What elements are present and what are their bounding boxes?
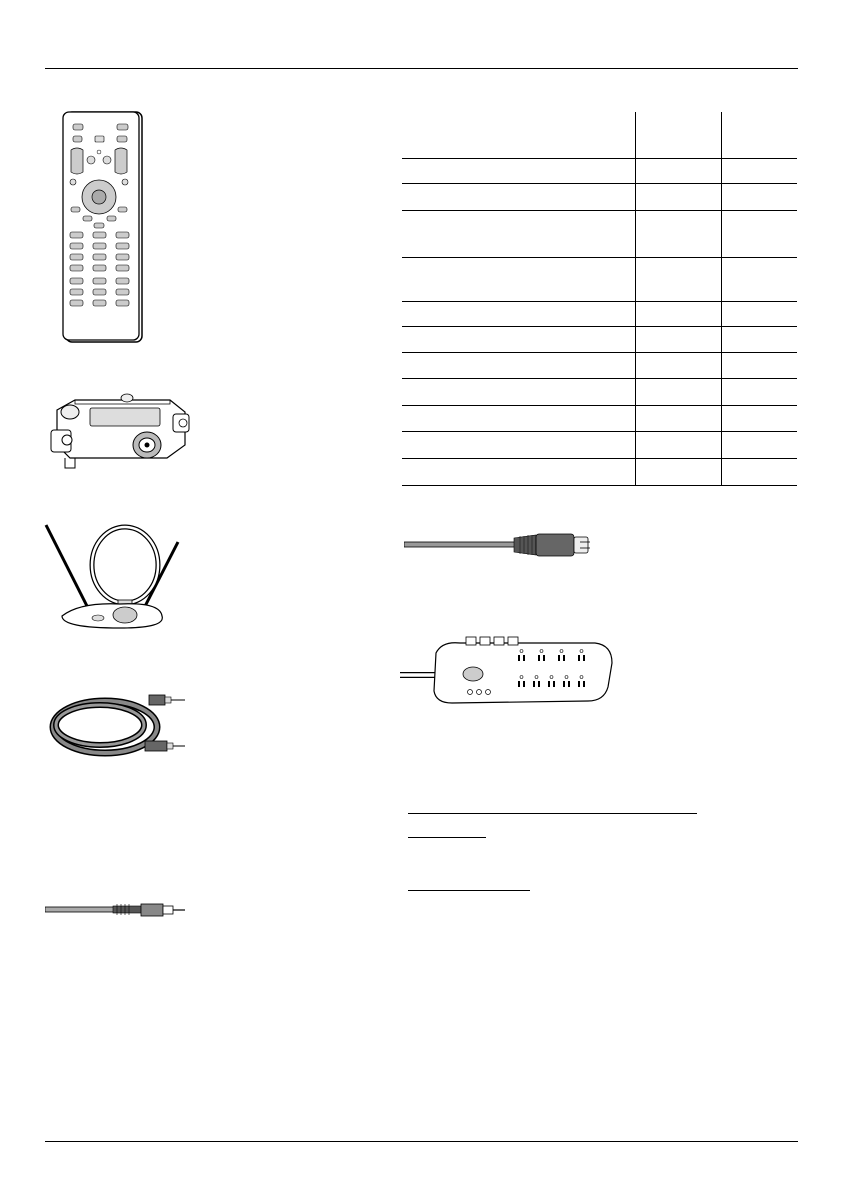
coaxial-cable-illustration bbox=[45, 685, 190, 770]
remote-control-illustration bbox=[55, 110, 145, 344]
table-row-line bbox=[402, 257, 797, 258]
rca-cable-illustration bbox=[45, 898, 190, 922]
table-row-line bbox=[402, 326, 797, 327]
header-rule bbox=[45, 68, 798, 69]
table-row-line bbox=[402, 458, 797, 459]
footer-rule bbox=[45, 1141, 798, 1142]
table-row-line bbox=[402, 210, 797, 211]
surge-protector-illustration bbox=[400, 635, 615, 710]
table-row-line bbox=[402, 352, 797, 353]
table-row-line bbox=[402, 405, 797, 406]
table-row-line bbox=[402, 431, 797, 432]
underline-rule bbox=[408, 813, 697, 814]
table-row-line bbox=[402, 485, 797, 486]
table-column-divider bbox=[635, 112, 636, 486]
rf-splitter-illustration bbox=[45, 390, 195, 475]
table-row-line bbox=[402, 378, 797, 379]
indoor-antenna-illustration bbox=[40, 520, 190, 635]
table-row-line bbox=[402, 183, 797, 184]
s-video-cable-illustration bbox=[404, 530, 594, 560]
specifications-table bbox=[402, 112, 797, 486]
table-row-line bbox=[402, 158, 797, 159]
table-column-divider bbox=[721, 112, 722, 486]
table-row-line bbox=[402, 301, 797, 302]
underline-rule bbox=[408, 837, 486, 838]
underline-rule bbox=[408, 890, 530, 891]
